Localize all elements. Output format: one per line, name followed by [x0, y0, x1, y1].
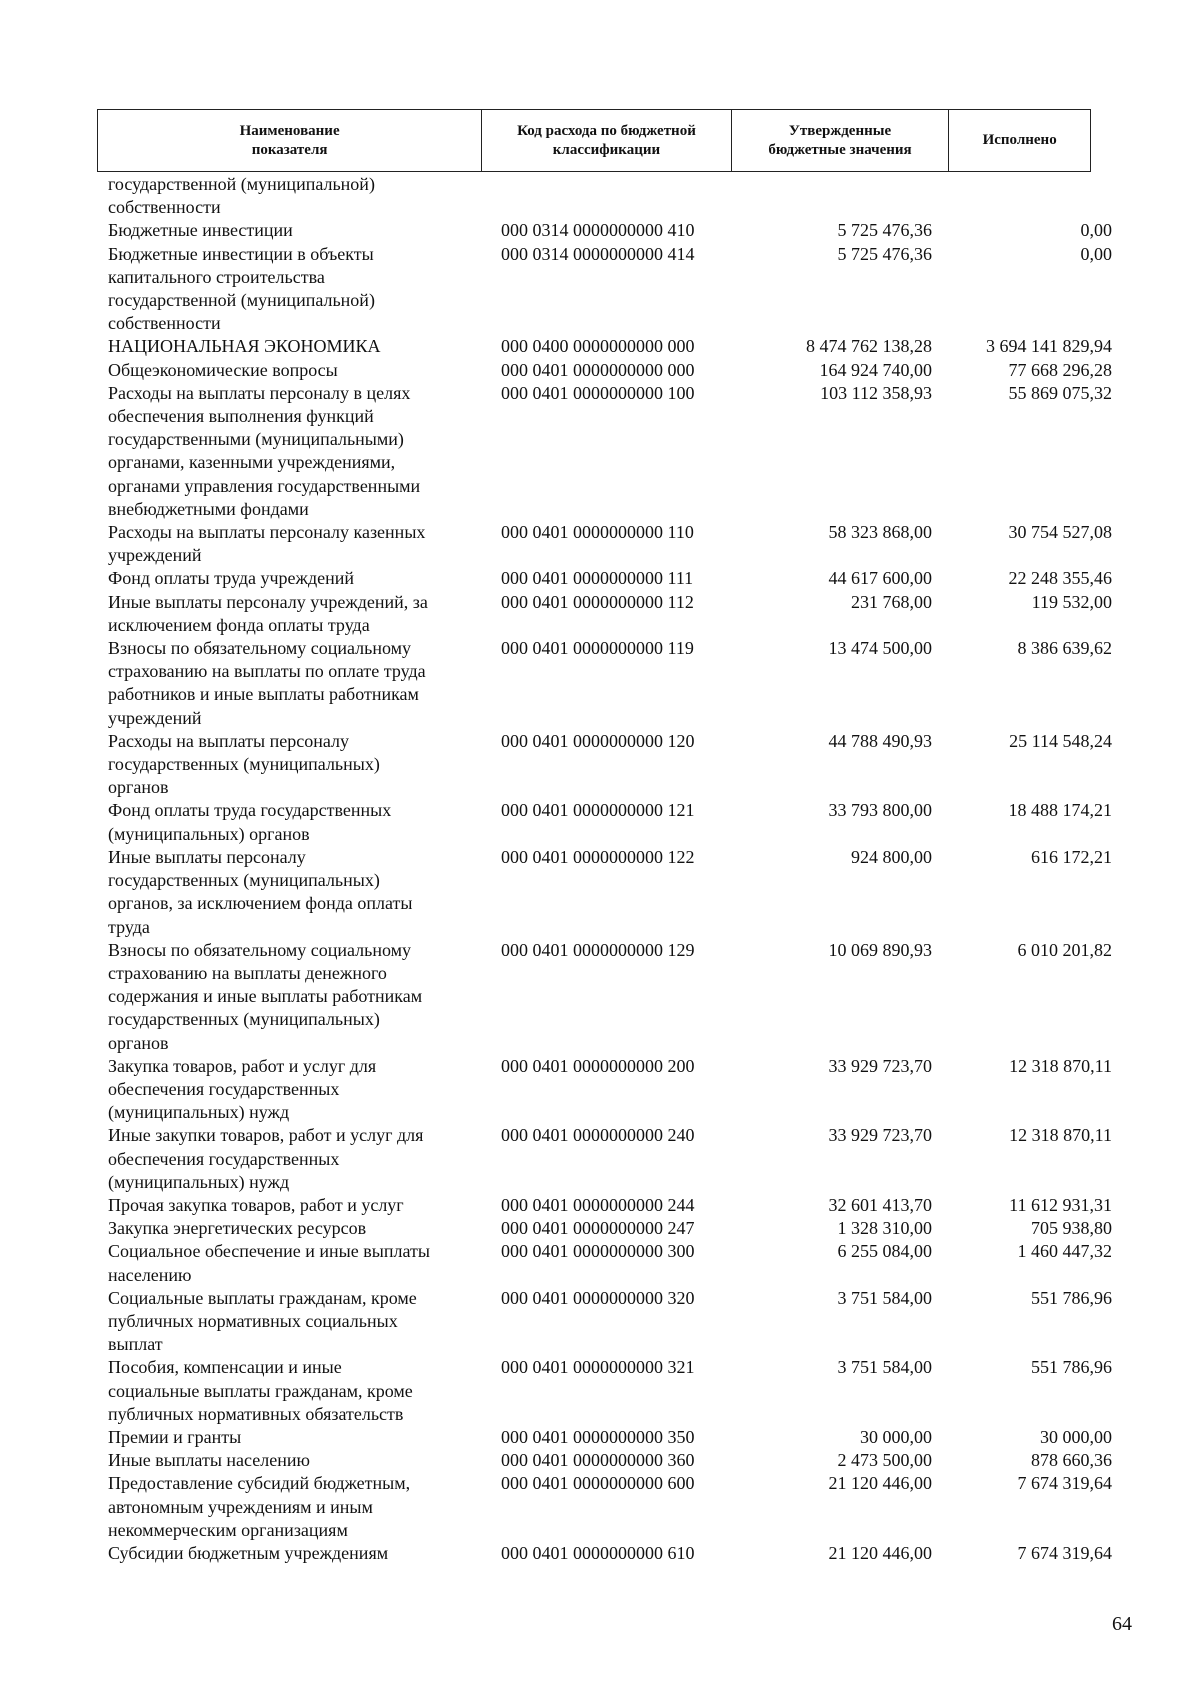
- row-executed: 705 938,80: [1031, 1218, 1112, 1239]
- row-approved: 33 793 800,00: [828, 800, 932, 821]
- row-approved: 164 924 740,00: [819, 359, 932, 380]
- row-name: Социальное обеспечение и иные выплаты населению: [108, 1241, 430, 1285]
- row-executed: 119 532,00: [1031, 591, 1112, 612]
- table-row: [0, 1287, 1200, 1357]
- row-code: 000 0401 0000000000 121: [501, 800, 695, 821]
- row-approved: 6 255 084,00: [837, 1241, 932, 1262]
- row-executed: 12 318 870,11: [1009, 1055, 1112, 1076]
- row-code: 000 0401 0000000000 111: [501, 568, 694, 589]
- row-executed: 55 869 075,32: [1008, 382, 1112, 403]
- table-row: [0, 382, 1200, 521]
- row-code: 000 0401 0000000000 600: [501, 1473, 695, 1494]
- row-name: Закупка энергетических ресурсов: [108, 1218, 367, 1239]
- table-row: [0, 939, 1200, 1055]
- row-approved: 21 120 446,00: [828, 1473, 932, 1494]
- row-executed: 878 660,36: [1031, 1450, 1112, 1471]
- row-executed: 3 694 141 829,94: [986, 336, 1112, 357]
- row-name: Прочая закупка товаров, работ и услуг: [108, 1194, 404, 1215]
- row-code: 000 0401 0000000000 300: [501, 1241, 695, 1262]
- row-code: 000 0401 0000000000 110: [501, 522, 694, 543]
- row-approved: 33 929 723,70: [828, 1125, 932, 1146]
- table-row: [0, 1194, 1200, 1217]
- row-name: Иные выплаты населению: [108, 1450, 310, 1471]
- row-code: 000 0401 0000000000 119: [501, 638, 694, 659]
- row-name: Расходы на выплаты персоналу в целях обеспечения выполнения функций государственными (муниципальными) органами, казенными учреждениями, органами управления государственными внебюджетными фондами: [108, 382, 421, 519]
- page-number: 64: [1112, 1613, 1132, 1635]
- row-name: Фонд оплаты труда учреждений: [108, 568, 354, 589]
- row-approved: 3 751 584,00: [837, 1357, 932, 1378]
- row-code: 000 0401 0000000000 112: [501, 591, 694, 612]
- row-approved: 44 617 600,00: [828, 568, 932, 589]
- table-row: [0, 1055, 1200, 1125]
- table-row: [0, 846, 1200, 939]
- row-code: 000 0401 0000000000 610: [501, 1542, 695, 1563]
- row-code: 000 0401 0000000000 247: [501, 1218, 695, 1239]
- table-row: [0, 637, 1200, 730]
- row-code: 000 0401 0000000000 360: [501, 1450, 695, 1471]
- row-approved: 2 473 500,00: [837, 1450, 932, 1471]
- row-code: 000 0314 0000000000 414: [501, 243, 695, 264]
- row-executed: 7 674 319,64: [1017, 1473, 1112, 1494]
- header-code: Код расхода по бюджетной классификации: [482, 110, 732, 171]
- row-approved: 5 725 476,36: [837, 220, 932, 241]
- row-code: 000 0401 0000000000 100: [501, 382, 695, 403]
- row-executed: 25 114 548,24: [1009, 730, 1112, 751]
- row-executed: 77 668 296,28: [1008, 359, 1112, 380]
- table-row: [0, 243, 1200, 336]
- row-executed: 7 674 319,64: [1017, 1542, 1112, 1563]
- row-code: 000 0401 0000000000 129: [501, 939, 695, 960]
- row-approved: 13 474 500,00: [828, 638, 932, 659]
- table-body: [0, 173, 1200, 1565]
- row-code: 000 0401 0000000000 244: [501, 1194, 695, 1215]
- row-code: 000 0401 0000000000 320: [501, 1287, 695, 1308]
- row-code: 000 0400 0000000000 000: [501, 336, 695, 357]
- row-executed: 1 460 447,32: [1017, 1241, 1112, 1262]
- row-code: 000 0401 0000000000 000: [501, 359, 695, 380]
- row-name: Бюджетные инвестиции: [108, 220, 293, 241]
- table-row: [0, 1240, 1200, 1286]
- row-name: НАЦИОНАЛЬНАЯ ЭКОНОМИКА: [108, 336, 381, 357]
- table-row: [0, 730, 1200, 800]
- row-executed: 616 172,21: [1031, 846, 1112, 867]
- table-row: [0, 359, 1200, 382]
- row-approved: 33 929 723,70: [828, 1055, 932, 1076]
- row-code: 000 0314 0000000000 410: [501, 220, 695, 241]
- row-name: Фонд оплаты труда государственных (муниципальных) органов: [108, 800, 392, 844]
- row-executed: 551 786,96: [1031, 1357, 1112, 1378]
- table-row: [0, 335, 1200, 358]
- row-name: Закупка товаров, работ и услуг для обеспечения государственных (муниципальных) нужд: [108, 1055, 377, 1123]
- row-name: государственной (муниципальной) собственности: [108, 174, 375, 218]
- table-row: [0, 1542, 1200, 1565]
- row-name: Иные выплаты персоналу государственных (муниципальных) органов, за исключением фонда оплаты труда: [108, 846, 413, 937]
- header-name: Наименование показателя: [98, 110, 482, 171]
- row-approved: 44 788 490,93: [828, 730, 932, 751]
- row-name: Социальные выплаты гражданам, кроме публичных нормативных социальных выплат: [108, 1287, 417, 1355]
- row-name: Предоставление субсидий бюджетным, автономным учреждениям и иным некоммерческим организациям: [108, 1473, 411, 1540]
- row-name: Расходы на выплаты персоналу казенных учреждений: [108, 522, 426, 566]
- row-name: Иные выплаты персоналу учреждений, за исключением фонда оплаты труда: [108, 591, 428, 635]
- header-executed: Исполнено: [982, 132, 1057, 148]
- row-name: Бюджетные инвестиции в объекты капитального строительства государственной (муниципальной) собственности: [108, 243, 375, 334]
- row-name: Взносы по обязательному социальному страхованию на выплаты денежного содержания и иные выплаты работникам государственных (муниципальных) органов: [108, 939, 423, 1053]
- row-executed: 12 318 870,11: [1009, 1125, 1112, 1146]
- row-executed: 0,00: [1080, 220, 1112, 241]
- table-row: [0, 219, 1200, 242]
- row-name: Общеэкономические вопросы: [108, 359, 338, 380]
- table-row: [0, 1449, 1200, 1472]
- row-name: Пособия, компенсации и иные социальные выплаты гражданам, кроме публичных нормативных обязательств: [108, 1357, 413, 1424]
- row-executed: 11 612 931,31: [1009, 1194, 1112, 1215]
- table-row: [0, 567, 1200, 590]
- row-approved: 30 000,00: [860, 1426, 932, 1447]
- row-approved: 3 751 584,00: [837, 1287, 932, 1308]
- row-name: Иные закупки товаров, работ и услуг для обеспечения государственных (муниципальных) нужд: [108, 1125, 424, 1192]
- row-approved: 231 768,00: [851, 591, 932, 612]
- row-executed: 30 000,00: [1040, 1426, 1112, 1447]
- row-approved: 10 069 890,93: [828, 939, 932, 960]
- row-code: 000 0401 0000000000 350: [501, 1426, 695, 1447]
- row-name: Взносы по обязательному социальному страхованию на выплаты по оплате труда работников и иные выплаты работникам учреждений: [108, 638, 426, 728]
- table-row: [0, 1124, 1200, 1194]
- row-approved: 8 474 762 138,28: [806, 336, 932, 357]
- row-executed: 22 248 355,46: [1008, 568, 1112, 589]
- row-name: Расходы на выплаты персоналу государственных (муниципальных) органов: [108, 730, 380, 798]
- row-code: 000 0401 0000000000 321: [501, 1357, 695, 1378]
- row-executed: 30 754 527,08: [1008, 522, 1112, 543]
- row-code: 000 0401 0000000000 240: [501, 1125, 695, 1146]
- row-approved: 21 120 446,00: [828, 1542, 932, 1563]
- table-row: [0, 1217, 1200, 1240]
- table-row: [0, 521, 1200, 567]
- row-approved: 5 725 476,36: [837, 243, 932, 264]
- table-header: [97, 109, 1091, 172]
- row-executed: 18 488 174,21: [1008, 800, 1112, 821]
- row-executed: 551 786,96: [1031, 1287, 1112, 1308]
- row-executed: 8 386 639,62: [1017, 638, 1112, 659]
- row-approved: 924 800,00: [851, 846, 932, 867]
- row-name: Субсидии бюджетным учреждениям: [108, 1542, 389, 1563]
- row-approved: 1 328 310,00: [837, 1218, 932, 1239]
- row-code: 000 0401 0000000000 122: [501, 846, 695, 867]
- row-approved: 103 112 358,93: [820, 382, 932, 403]
- table-row: [0, 1472, 1200, 1542]
- row-code: 000 0401 0000000000 200: [501, 1055, 695, 1076]
- row-approved: 58 323 868,00: [828, 522, 932, 543]
- table-row: [0, 591, 1200, 637]
- header-approved: Утвержденные бюджетные значения: [732, 110, 950, 171]
- row-name: Премии и гранты: [108, 1426, 242, 1447]
- row-approved: 32 601 413,70: [828, 1194, 932, 1215]
- table-row: [0, 173, 1200, 219]
- table-row: [0, 1356, 1200, 1426]
- table-row: [0, 1426, 1200, 1449]
- row-executed: 6 010 201,82: [1017, 939, 1112, 960]
- table-row: [0, 799, 1200, 845]
- row-code: 000 0401 0000000000 120: [501, 730, 695, 751]
- row-executed: 0,00: [1080, 243, 1112, 264]
